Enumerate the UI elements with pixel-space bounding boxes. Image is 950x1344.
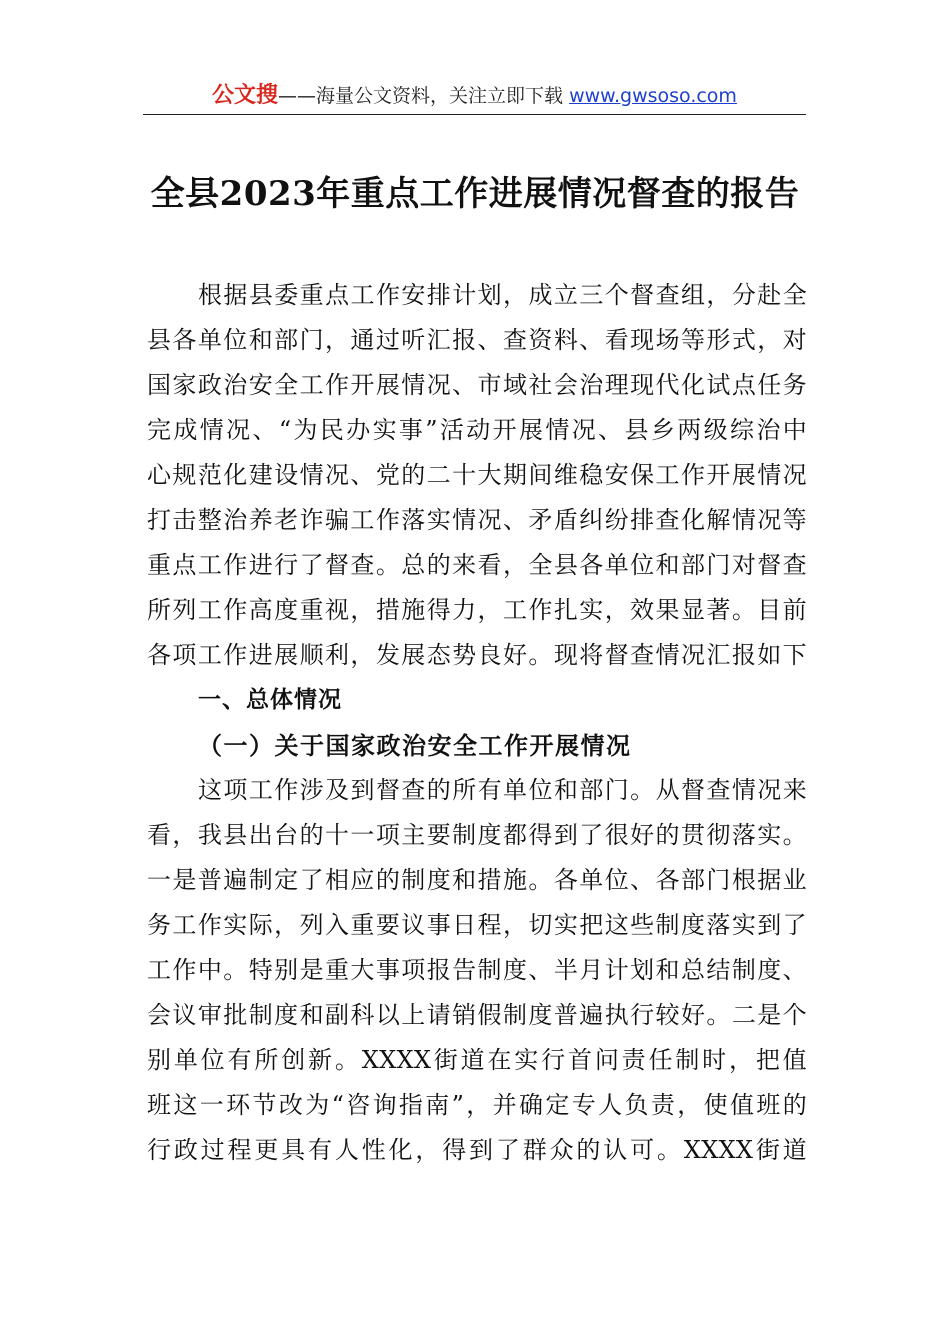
body-line: 完成情况、“为民办实事”活动开展情况、县乡两级综治中 xyxy=(147,416,807,444)
body-line: 班这一环节改为“咨询指南”，并确定专人负责，使值班的 xyxy=(147,1091,807,1119)
section-heading: 一、总体情况 xyxy=(198,687,342,713)
body-line: 县各单位和部门，通过听汇报、查资料、看现场等形式，对 xyxy=(147,326,807,354)
body-line: 工作中。特别是重大事项报告制度、半月计划和总结制度、 xyxy=(147,956,807,984)
body-line: 行政过程更具有人性化，得到了群众的认可。XXXX街道 xyxy=(147,1136,807,1164)
subsection-heading: （一）关于国家政治安全工作开展情况 xyxy=(198,731,632,760)
body-line: 打击整治养老诈骗工作落实情况、矛盾纠纷排查化解情况等 xyxy=(147,506,807,534)
header-tagline: ——海量公文资料，关注立即下载 xyxy=(278,85,570,107)
document-title: 全县2023年重点工作进展情况督查的报告 xyxy=(150,174,800,214)
body-line: 一是普遍制定了相应的制度和措施。各单位、各部门根据业 xyxy=(147,866,807,894)
website-link[interactable]: www.gwsoso.com xyxy=(569,85,737,107)
body-line: 根据县委重点工作安排计划，成立三个督查组，分赴全 xyxy=(198,281,807,309)
body-line: 务工作实际，列入重要议事日程，切实把这些制度落实到了 xyxy=(147,911,807,939)
body-line: 所列工作高度重视，措施得力，工作扎实，效果显著。目前 xyxy=(147,596,807,624)
body-line: 会议审批制度和副科以上请销假制度普遍执行较好。二是个 xyxy=(147,1001,807,1029)
body-line: 心规范化建设情况、党的二十大期间维稳安保工作开展情况 xyxy=(147,461,807,489)
header-divider xyxy=(143,114,806,115)
brand-name: 公文搜 xyxy=(212,83,279,108)
body-line: 重点工作进行了督查。总的来看，全县各单位和部门对督查 xyxy=(147,551,807,579)
body-line: 别单位有所创新。XXXX街道在实行首问责任制时，把值 xyxy=(147,1046,807,1074)
body-line: 看，我县出台的十一项主要制度都得到了很好的贯彻落实。 xyxy=(147,821,807,849)
body-line: 国家政治安全工作开展情况、市域社会治理现代化试点任务 xyxy=(147,371,807,399)
body-line: 各项工作进展顺利，发展态势良好。现将督查情况汇报如下 xyxy=(147,641,807,669)
body-line: 这项工作涉及到督查的所有单位和部门。从督查情况来 xyxy=(198,776,807,804)
page-header xyxy=(143,80,806,116)
document-body xyxy=(147,273,807,1173)
